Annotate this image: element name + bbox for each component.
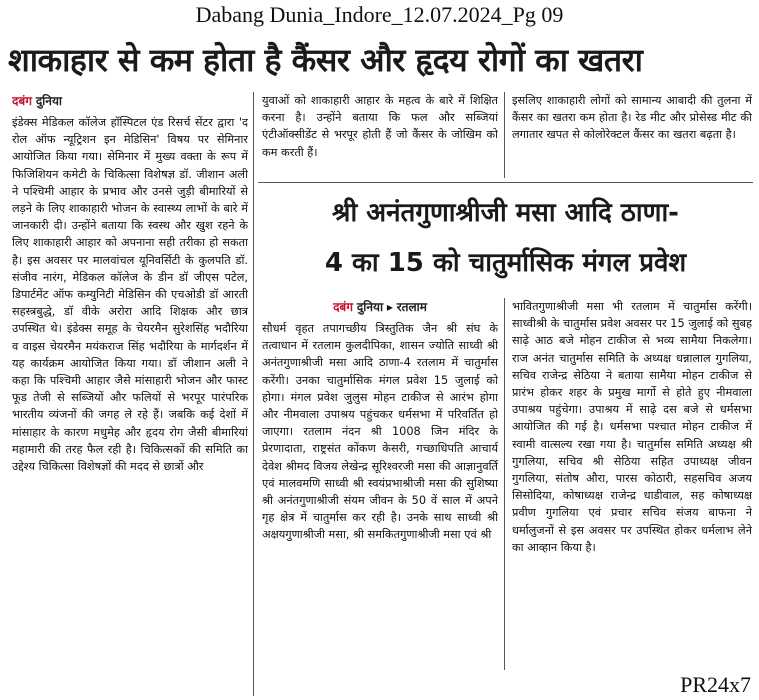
brand-suffix: दुनिया [356,300,384,314]
article1-column3 [512,92,752,180]
column-divider-1 [253,92,254,696]
article1-byline [12,92,248,110]
article2-byline [262,298,498,316]
article-separator [258,182,753,183]
article1-column1 [12,92,248,696]
column-divider-3 [504,298,505,670]
article2-headline [258,188,753,296]
column-divider-2 [504,92,505,178]
brand-name: दबंग [12,94,32,108]
article1-col3-text: इसलिए शाकाहारी लोगों को सामान्य आबादी की तुलना में कैंसर का खतरा कम होता है। रेड मीट और प्रोसेस्ड मीट की लगातार खपत से कोलोरेक्टल कैंसर का खतरा बढ़ता है। [512,94,752,142]
brand-suffix: दुनिया [35,94,63,108]
page-caption: Dabang Dunia_Indore_12.07.2024_Pg 09 [195,2,564,27]
article2-column2 [512,298,752,670]
article1-col2-text: युवाओं को शाकाहारी आहार के महत्व के बारे में शिक्षित करना है। उन्होंने बताया कि फल और सब्जियां एंटीऑक्सीडेंट से भरपूर होती हैं जो कैंसर के जोखिम को कम करती हैं। [262,94,498,159]
article2-col2-text: भावितगुणाश्रीजी मसा भी रतलाम में चातुर्मास करेंगी। साध्वीश्री के चातुर्मास प्रवेश अवसर पर 15 जुलाई को सुबह साढ़े आठ बजे मोहन टाकीज से भव्य सामैया निकलेगा। राज अनंत चातुर्मास समिति के अध्यक्ष धन्नालाल गुगलिया, सचिव राजेन्द्र सेठिया ने बताया सामैया मोहन टाकीज से प्रारंभ होकर शहर के प्रमुख मार्गो से होते हुए नीमवाला उपाश्रय पहुंचेगा। उपाश्रय में साढ़े दस बजे से धर्मसभा आयोजित की गई है। धर्मसभा पश्चात मोहन टाकीज में स्वामी वात्सल्य रखा गया है। चातुर्मास समिति अध्यक्ष श्री गुगलिया, सचिव श्री सेठिया सहित उपाध्यक्ष जीवन गुगलिया, संतोष औरा, पारस कोठारी, सहसचिव अजय सिसोदिया, कोषाध्यक्ष राजेन्द्र धाडीवाल, सह कोषाध्यक्ष प्रवीण गुगलिया एवं प्रचार सचिव संजय बाफना ने धर्मालुजनों से इस अवसर पर उपस्थित होकर धर्मलाभ लेने का आव्हान किया है। [512,300,752,554]
article1-col1-text: इंडेक्स मेडिकल कॉलेज हॉस्पिटल एंड रिसर्च सेंटर द्वारा 'द रोल ऑफ न्यूट्रिशन इन मेडिसिन' विषय पर सेमिनार आयोजित किया गया। सेमिनार में मुख्य वक्ता के रूप में फिजिशियन कमेटी के चिकित्सा विशेषज्ञ डॉ. जीशान अली ने पश्चिमी आहार के प्रभाव और उनसे जुड़ी बीमारियों से लड़ने के लिए शाकाहारी भोजन के स्वास्थ्य लाभों के बारे में जानकारी दी। उन्होंने बताया कि स्वस्थ और खुश रहने के लिए शाकाहारी आहार को अपनाना सही तरीका हो सकता है। इस अवसर पर मालवांचल यूनिवर्सिटी के कुलपति डॉ. संजीव नारंग, मेडिकल कॉलेज के डीन डॉ जीएस पटेल, डिपार्टमेंट ऑफ कम्युनिटी मेडिसिन की एचओडी डॉ आरती सहस्त्रबुद्धे, डॉ वीके अरोरा आदि शिक्षक और छात्र उपस्थित थे। इंडेक्स समूह के चेयरमैन सुरेशसिंह भदौरिया व वाइस चेयरमैन मयंकराज सिंह भदौरिया के मार्गदर्शन में यह कार्यक्रम आयोजित किया गया। डॉ जीशान अली ने कहा कि पश्चिमी आहार जैसे मांसाहारी भोजन और फास्ट फूड तेजी से सब्जियों और फलियों से भरपूर पारंपरिक भारतीय व्यंजनों की जगह ले रहे हैं। जबकि कई देशों में मांसाहार के कारण मधुमेह और हृदय रोग जैसी बीमारियां महामारी की तरह फैल रही है। चिकित्सकों की समिति का उद्देश्य चिकित्सा विशेषज्ञों की मदद से छात्रों और [12,116,248,474]
location-marker: ▸ [386,300,393,314]
article2-headline-line2: 4 का 15 को चातुर्मासिक मंगल प्रवेश [324,248,687,278]
article2-col1-text: सौधर्म वृहत तपागच्छीय त्रिस्तुतिक जैन श्री संघ के तत्वाधान में रतलाम कुलदीपिका, शासन ज्योति साध्वी श्री अनंतगुणाश्रीजी मसा आदि ठाणा-4 रतलाम में चातुर्मास करेंगी। उनका चातुर्मासिक मंगल प्रवेश 15 जुलाई को होगा। मंगल प्रवेश जुलुस मोहन टाकीज से आरंभ होगा और नीमवाला उपाश्रय पहुंचकर धर्मसभा में परिवर्तित हो जाएगा। रतलाम नंदन श्री 1008 जिन मंदिर के प्रेरणादाता, राष्ट्रसंत कोंकण केसरी, गच्छाधिपति आचार्य देवेश श्रीमद विजय लेखेन्द्र सूरिश्वरजी मसा की आज्ञानुवर्ति एवं मालवमणि साध्वी श्री स्वयंप्रभाश्रीजी मसा की सुशिष्या श्री अनंतगुणाश्रीजी संयम जीवन के 50 वें साल में अपने गृह क्षेत्र में चातुर्मास कर रही है। उनके साथ साध्वी श्री अक्षयगुणाश्रीजी मसा, श्री समकितगुणाश्रीजी मसा एवं श्री [262,322,498,542]
byline-city: रतलाम [396,300,427,314]
brand-name: दबंग [333,300,354,314]
main-headline: शाकाहार से कम होता है कैंसर और हृदय रोगों का खतरा [8,41,643,79]
footer-tag: PR24x7 [680,672,751,697]
article2-column1 [262,298,498,670]
article1-column2 [262,92,498,180]
article2-headline-line1: श्री अनंतगुणाश्रीजी मसा आदि ठाणा- [332,198,679,228]
